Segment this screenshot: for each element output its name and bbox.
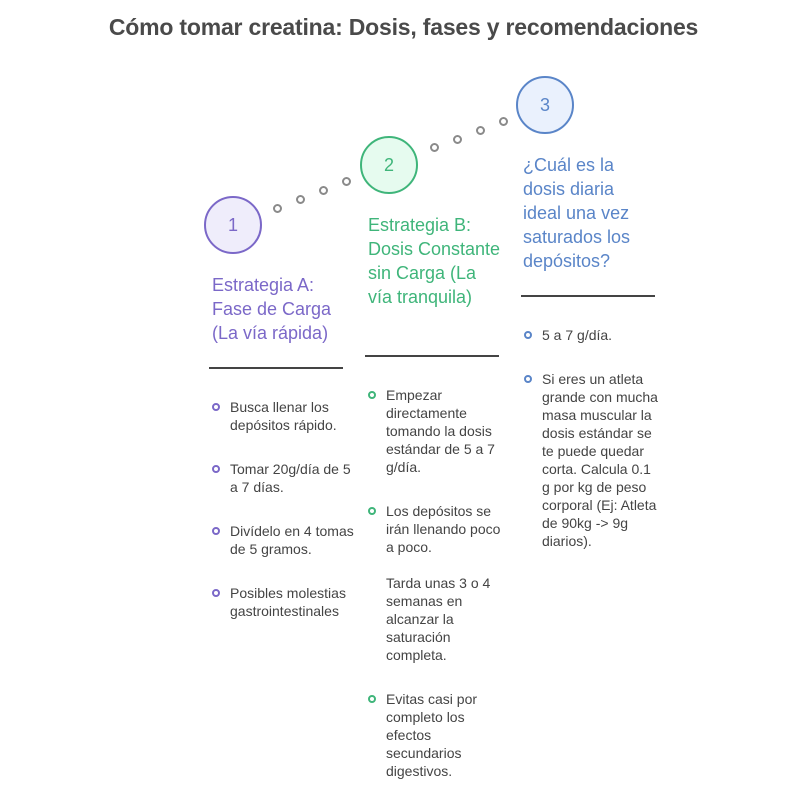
bullet-icon xyxy=(524,375,532,383)
bullet-icon xyxy=(212,403,220,411)
list-item: 5 a 7 g/día. xyxy=(524,326,659,344)
step-3-bullet-list xyxy=(524,326,659,576)
step-1-divider xyxy=(209,367,343,369)
connector-dot xyxy=(476,126,485,135)
bullet-note: Tarda unas 3 o 4 semanas en alcanzar la saturación completa. xyxy=(386,575,491,663)
step-1-circle xyxy=(204,196,262,254)
bullet-icon xyxy=(212,465,220,473)
list-item: Divídelo en 4 tomas de 5 gramos. xyxy=(212,522,357,558)
step-1-bullet-list xyxy=(212,398,357,646)
page-title: Cómo tomar creatina: Dosis, fases y recomendaciones xyxy=(108,14,699,40)
list-item: Si eres un atleta grande con mucha masa muscular la dosis estándar se te puede quedar corta. Calcula 0.1 g por kg de peso corporal (Ej: Atleta de 90kg -> 9g diarios). xyxy=(524,370,659,550)
step-3-circle xyxy=(516,76,574,134)
step-2-number: 2 xyxy=(383,154,394,175)
connector-dot xyxy=(296,195,305,204)
connector-dot xyxy=(430,143,439,152)
bullet-icon xyxy=(368,695,376,703)
bullet-icon xyxy=(524,331,532,339)
list-item: Evitas casi por completo los efectos secundarios digestivos. xyxy=(368,690,505,780)
step-3-heading: ¿Cuál es la dosis diaria ideal una vez saturados los depósitos? xyxy=(523,155,631,271)
step-2-circle xyxy=(360,136,418,194)
connector-dot xyxy=(273,204,282,213)
step-2-divider xyxy=(365,355,499,357)
step-2-bullet-list xyxy=(368,386,505,806)
connector-dot xyxy=(499,117,508,126)
list-item: Busca llenar los depósitos rápido. xyxy=(212,398,357,434)
bullet-icon xyxy=(368,507,376,515)
step-3-number: 3 xyxy=(539,94,550,115)
list-item: Posibles molestias gastrointestinales xyxy=(212,584,357,620)
step-3-divider xyxy=(521,295,655,297)
bullet-icon xyxy=(212,589,220,597)
list-item: Empezar directamente tomando la dosis estándar de 5 a 7 g/día. xyxy=(368,386,505,476)
bullet-icon xyxy=(212,527,220,535)
connector-dot xyxy=(319,186,328,195)
bullet-icon xyxy=(368,391,376,399)
step-2-heading: Estrategia B: Dosis Constante sin Carga (La vía tranquila) xyxy=(368,215,501,307)
step-1-heading: Estrategia A: Fase de Carga (La vía rápida) xyxy=(212,275,332,343)
connector-dot xyxy=(342,177,351,186)
list-item: Los depósitos se irán llenando poco a poco. Tarda unas 3 o 4 semanas en alcanzar la saturación completa. xyxy=(368,502,505,664)
list-item: Tomar 20g/día de 5 a 7 días. xyxy=(212,460,357,496)
connector-dot xyxy=(453,135,462,144)
step-1-number: 1 xyxy=(227,214,238,235)
